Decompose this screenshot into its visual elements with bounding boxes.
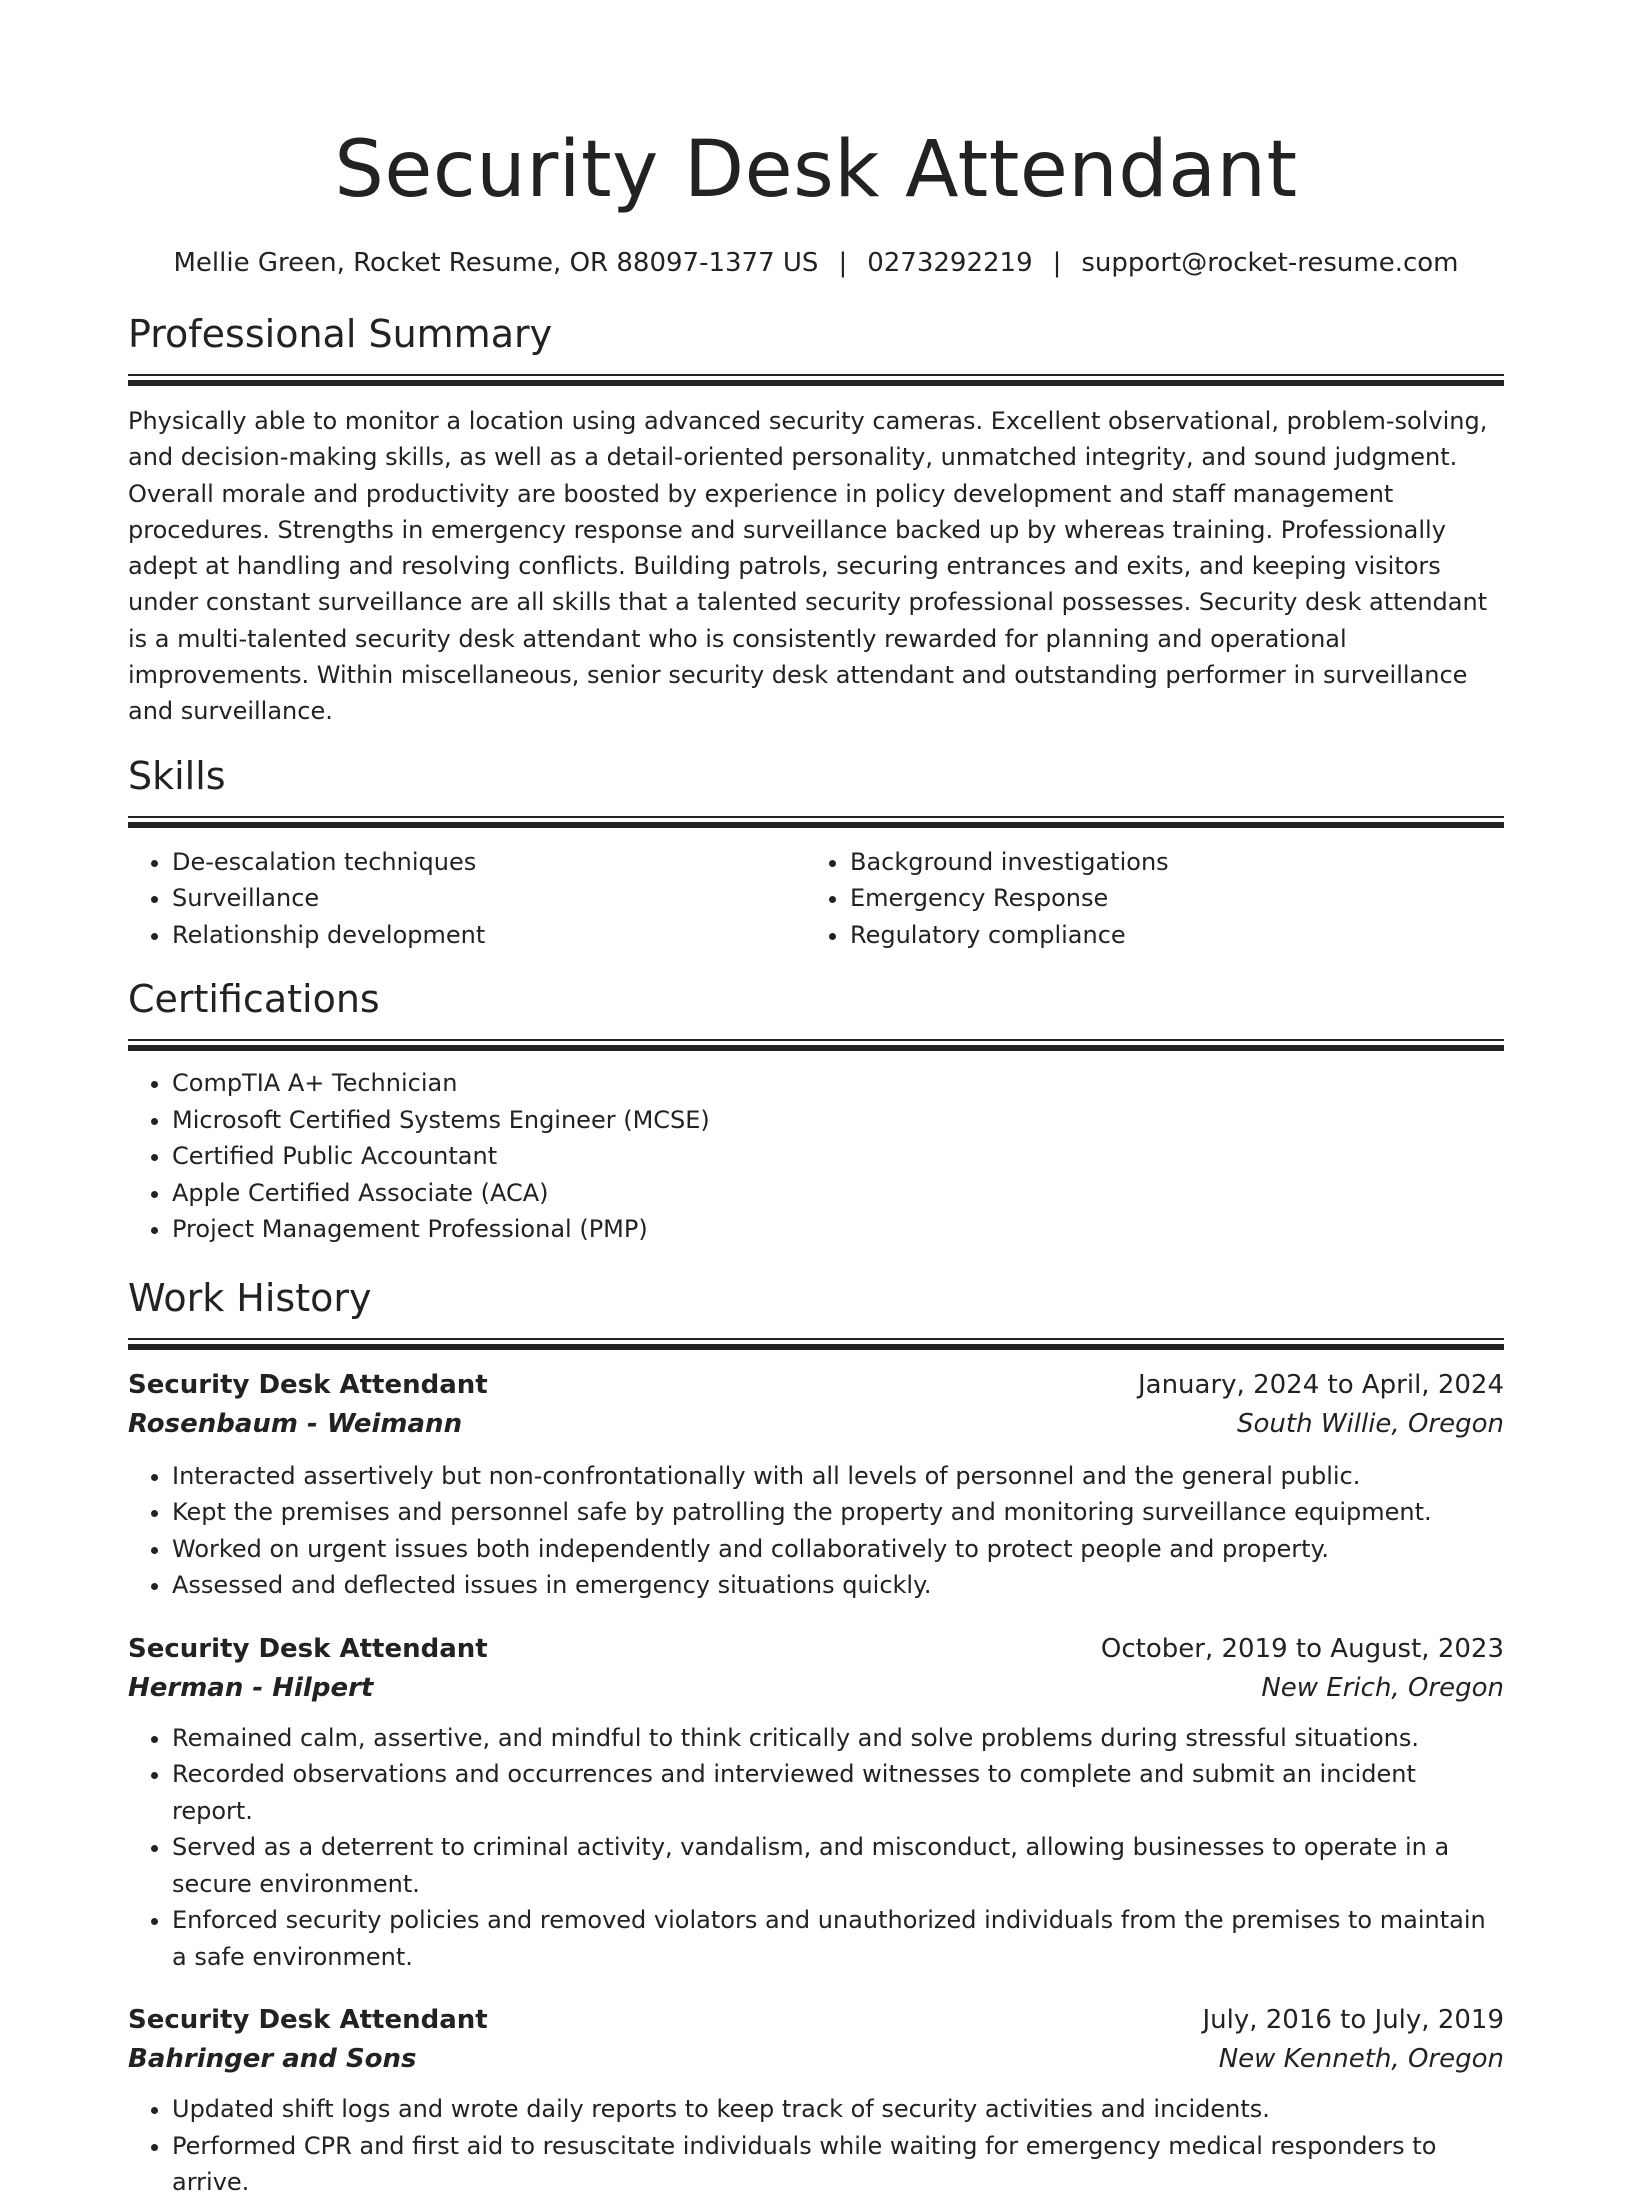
job-location: South Willie, Oregon: [1237, 1408, 1504, 1439]
section-heading-summary: Professional Summary: [128, 312, 553, 356]
section-divider: [128, 374, 1504, 386]
skills-column-right: [806, 844, 1484, 954]
work-history-section: [128, 1274, 1504, 2201]
job-entry: [128, 1366, 1504, 1604]
job-header-row: [128, 1630, 1504, 1668]
contact-email[interactable]: support@rocket-resume.com: [1081, 248, 1459, 278]
job-company-row: [128, 2039, 1504, 2079]
job-entry: [128, 1630, 1504, 1976]
job-bullet: • Worked on urgent issues both independently and collaboratively to protect people and property.: [172, 1531, 1504, 1568]
resume-title: Security Desk Attendant: [334, 125, 1298, 215]
summary-text: Physically able to monitor a location using advanced security cameras. Excellent observational, problem-solving, and decision-making skills, as well as a detail-oriented personality, unmatched integrity, and sound judgment. Overall morale and productivity are boosted by experience in policy development and staff management procedures. Strengths in emergency response and surveillance backed up by whereas training. Professionally adept at handling and resolving conflicts. Building patrols, securing entrances and exits, and keeping visitors under constant surveillance are all skills that a talented security professional possesses. Security desk attendant is a multi-talented security desk attendant who is consistently rewarded for planning and operational improvements. Within miscellaneous, senior security desk attendant and outstanding performer in surveillance and surveillance.: [128, 407, 1488, 726]
job-bullet: • Enforced security policies and removed violators and unauthorized individuals from the premises to maintain a safe environment.: [172, 1902, 1504, 1975]
resume-page: [128, 0, 1504, 2201]
contact-address: Mellie Green, Rocket Resume, OR 88097-1377 US: [173, 248, 819, 278]
certification-item: • Microsoft Certified Systems Engineer (MCSE): [172, 1102, 1504, 1139]
job-header-row: [128, 1366, 1504, 1404]
section-heading-skills: Skills: [128, 753, 226, 798]
contact-phone: 0273292219: [867, 248, 1033, 278]
job-company-row: [128, 1404, 1504, 1444]
section-heading-certifications: Certifications: [128, 977, 380, 1022]
job-bullet: • Kept the premises and personnel safe by patrolling the property and monitoring surveillance equipment.: [172, 1494, 1504, 1531]
job-bullets: [128, 1720, 1504, 1976]
certification-item: • Project Management Professional (PMP): [172, 1211, 1504, 1248]
section-divider: [128, 1039, 1504, 1051]
skill-item: • De-escalation techniques: [172, 844, 806, 881]
job-location: New Erich, Oregon: [1261, 1672, 1504, 1703]
job-bullet: • Updated shift logs and wrote daily reports to keep track of security activities and incidents.: [172, 2091, 1504, 2128]
job-bullet: • Recorded observations and occurrences and interviewed witnesses to complete and submit an incident report.: [172, 1756, 1504, 1829]
job-bullet: • Remained calm, assertive, and mindful to think critically and solve problems during stressful situations.: [172, 1720, 1504, 1757]
contact-separator: |: [838, 248, 848, 278]
job-title: Security Desk Attendant: [128, 1633, 488, 1664]
job-company: Rosenbaum - Weimann: [128, 1408, 463, 1439]
job-entry: [128, 2001, 1504, 2201]
job-company-row: [128, 1668, 1504, 1708]
job-title: Security Desk Attendant: [128, 2005, 488, 2036]
skills-column-left: [128, 844, 806, 954]
skill-item: • Emergency Response: [850, 880, 1484, 917]
job-bullet: • Assessed and deflected issues in emergency situations quickly.: [172, 1567, 1504, 1604]
section-heading-work-history: Work History: [128, 1275, 372, 1320]
certification-item: • CompTIA A+ Technician: [172, 1065, 1504, 1102]
skill-item: • Regulatory compliance: [850, 917, 1484, 954]
skill-item: • Surveillance: [172, 880, 806, 917]
section-divider: [128, 1338, 1504, 1350]
job-title: Security Desk Attendant: [128, 1369, 488, 1400]
job-bullet: • Performed CPR and first aid to resuscitate individuals while waiting for emergency medical responders to arrive.: [172, 2128, 1504, 2201]
job-bullets: [128, 2091, 1504, 2201]
contact-line: [128, 246, 1504, 280]
job-company: Bahringer and Sons: [128, 2044, 417, 2075]
section-divider: [128, 816, 1504, 828]
skill-item: • Background investigations: [850, 844, 1484, 881]
certifications-section: [128, 975, 1504, 1248]
job-bullets: [128, 1458, 1504, 1604]
job-dates: July, 2016 to July, 2019: [1202, 2005, 1504, 2036]
job-dates: October, 2019 to August, 2023: [1100, 1633, 1504, 1664]
certification-item: • Apple Certified Associate (ACA): [172, 1175, 1504, 1212]
contact-separator: |: [1052, 248, 1062, 278]
certifications-list: [128, 1065, 1504, 1248]
job-company: Herman - Hilpert: [128, 1672, 374, 1703]
job-bullet: • Served as a deterrent to criminal activity, vandalism, and misconduct, allowing businesses to operate in a secure environment.: [172, 1829, 1504, 1902]
skill-item: • Relationship development: [172, 917, 806, 954]
certification-item: • Certified Public Accountant: [172, 1138, 1504, 1175]
summary-section: [128, 310, 1504, 730]
job-location: New Kenneth, Oregon: [1218, 2044, 1504, 2075]
skills-grid: [128, 844, 1504, 954]
job-header-row: [128, 2001, 1504, 2039]
job-bullet: • Interacted assertively but non-confrontationally with all levels of personnel and the general public.: [172, 1458, 1504, 1495]
job-dates: January, 2024 to April, 2024: [1137, 1369, 1504, 1400]
skills-section: [128, 752, 1504, 954]
